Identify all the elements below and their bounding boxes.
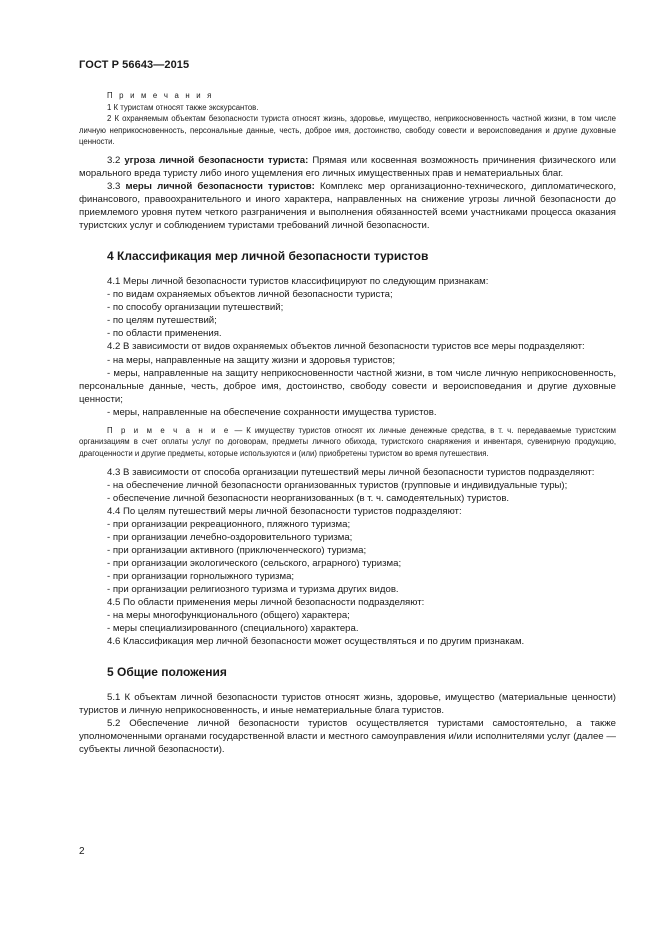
clause-4-3: 4.3 В зависимости от способа организации путешествий меры личной безопасности туристов подразделяют: (107, 466, 595, 478)
term-measures: меры личной безопасности туристов: (125, 181, 315, 193)
note-property: П р и м е ч а н и е — К имуществу туристов относят их личные денежные средства, в т. ч. передаваемые туристским организациям в счет оплаты услуг по договорам, предметы личного обихода, туристского снаряжения и инвентаря, сувенирную продукцию, драгоценности и другие предметы, которые используются и (или) приобретены туристом во время путешествия. (79, 425, 616, 458)
list-item: - меры, направленные на защиту неприкосновенности частной жизни, в том числе личную неприкосновенность, персональные данные, честь, доброе имя, достоинство, свободу совести и вероисповедания и другие духовные ценности; (79, 367, 616, 405)
section-5-heading: 5 Общие положения (107, 665, 227, 680)
list-item: - обеспечение личной безопасности неорганизованных (в т. ч. самодеятельных) туристов. (107, 492, 510, 504)
document-id-header: ГОСТ Р 56643—2015 (79, 59, 190, 71)
note-2: 2 К охраняемым объектам безопасности туриста относят жизнь, здоровье, имущество, неприкосновенность частной жизни, в том числе личную неприкосновенность, персональные данные, честь, доброе имя, достоинство, свободу совести и вероисповедания и другие духовные ценности. (79, 114, 616, 147)
list-item: - на обеспечение личной безопасности организованных туристов (групповые и индивидуальные туры); (107, 479, 568, 491)
list-item: - меры, направленные на обеспечение сохранности имущества туристов. (107, 406, 437, 418)
list-item: - на меры многофункционального (общего) характера; (107, 610, 350, 622)
list-item: - при организации рекреационного, пляжного туризма; (107, 518, 351, 530)
clause-4-2: 4.2 В зависимости от видов охраняемых объектов личной безопасности туристов все меры подразделяют: (107, 341, 585, 353)
list-item: - по видам охраняемых объектов личной безопасности туриста; (107, 289, 393, 301)
clause-4-1: 4.1 Меры личной безопасности туристов классифицируют по следующим признакам: (107, 276, 489, 288)
list-item: - по области применения. (107, 328, 222, 340)
clause-4-5: 4.5 По области применения меры личной безопасности подразделяют: (107, 597, 425, 609)
term-threat: угроза личной безопасности туриста: (124, 154, 309, 166)
page-number: 2 (79, 846, 85, 857)
list-item: - при организации активного (приключенческого) туризма; (107, 544, 367, 556)
list-item: - при организации религиозного туризма и туризма других видов. (107, 583, 399, 595)
document-body (79, 90, 616, 756)
list-item: - при организации лечебно-оздоровительного туризма; (107, 531, 353, 543)
clause-4-4: 4.4 По целям путешествий меры личной безопасности туристов подразделяют: (107, 505, 462, 517)
section-4-heading: 4 Классификация мер личной безопасности туристов (107, 249, 429, 264)
list-item: - меры специализированного (специального) характера. (107, 623, 359, 635)
note-1: 1 К туристам относят также экскурсантов. (107, 102, 259, 112)
clause-5-1: 5.1 К объектам личной безопасности туристов относят жизнь, здоровье, имущество (материальные ценности) туристов и личную неприкосновенность, и иные нематериальные блага туристов. (79, 692, 616, 717)
list-item: - при организации экологического (сельского, аграрного) туризма; (107, 557, 402, 569)
list-item: - на меры, направленные на защиту жизни и здоровья туристов; (107, 354, 396, 366)
clause-3-3: 3.3 меры личной безопасности туристов: Комплекс мер организационно-технического, дипломатического, финансового, правоохранительного и иного характера, направленных на снижение угрозы личной безопасности до приемлемого уровня путем четкого разграничения и выполнения обязанностей всеми участниками процесса оказания туристских услуг и соблюдением туристами требований личной безопасности. (79, 181, 617, 232)
list-item: - по целям путешествий; (107, 315, 217, 327)
notes-title: П р и м е ч а н и я (107, 91, 214, 100)
list-item: - по способу организации путешествий; (107, 302, 284, 314)
list-item: - при организации горнолыжного туризма; (107, 570, 295, 582)
clause-3-2: 3.2 угроза личной безопасности туриста: Прямая или косвенная возможность причинения физического или морального вреда туристу либо иного ущемления его личных имущественных прав и нематериальных благ. (79, 154, 616, 180)
clause-4-6: 4.6 Классификация мер личной безопасности может осуществляться и по другим признакам. (107, 636, 525, 648)
clause-5-2: 5.2 Обеспечение личной безопасности туристов осуществляется туристами самостоятельно, а также уполномоченными органами государственной власти и местного самоуправления и/или исполнителями услуг (далее — субъекты личной безопасности). (79, 718, 616, 756)
